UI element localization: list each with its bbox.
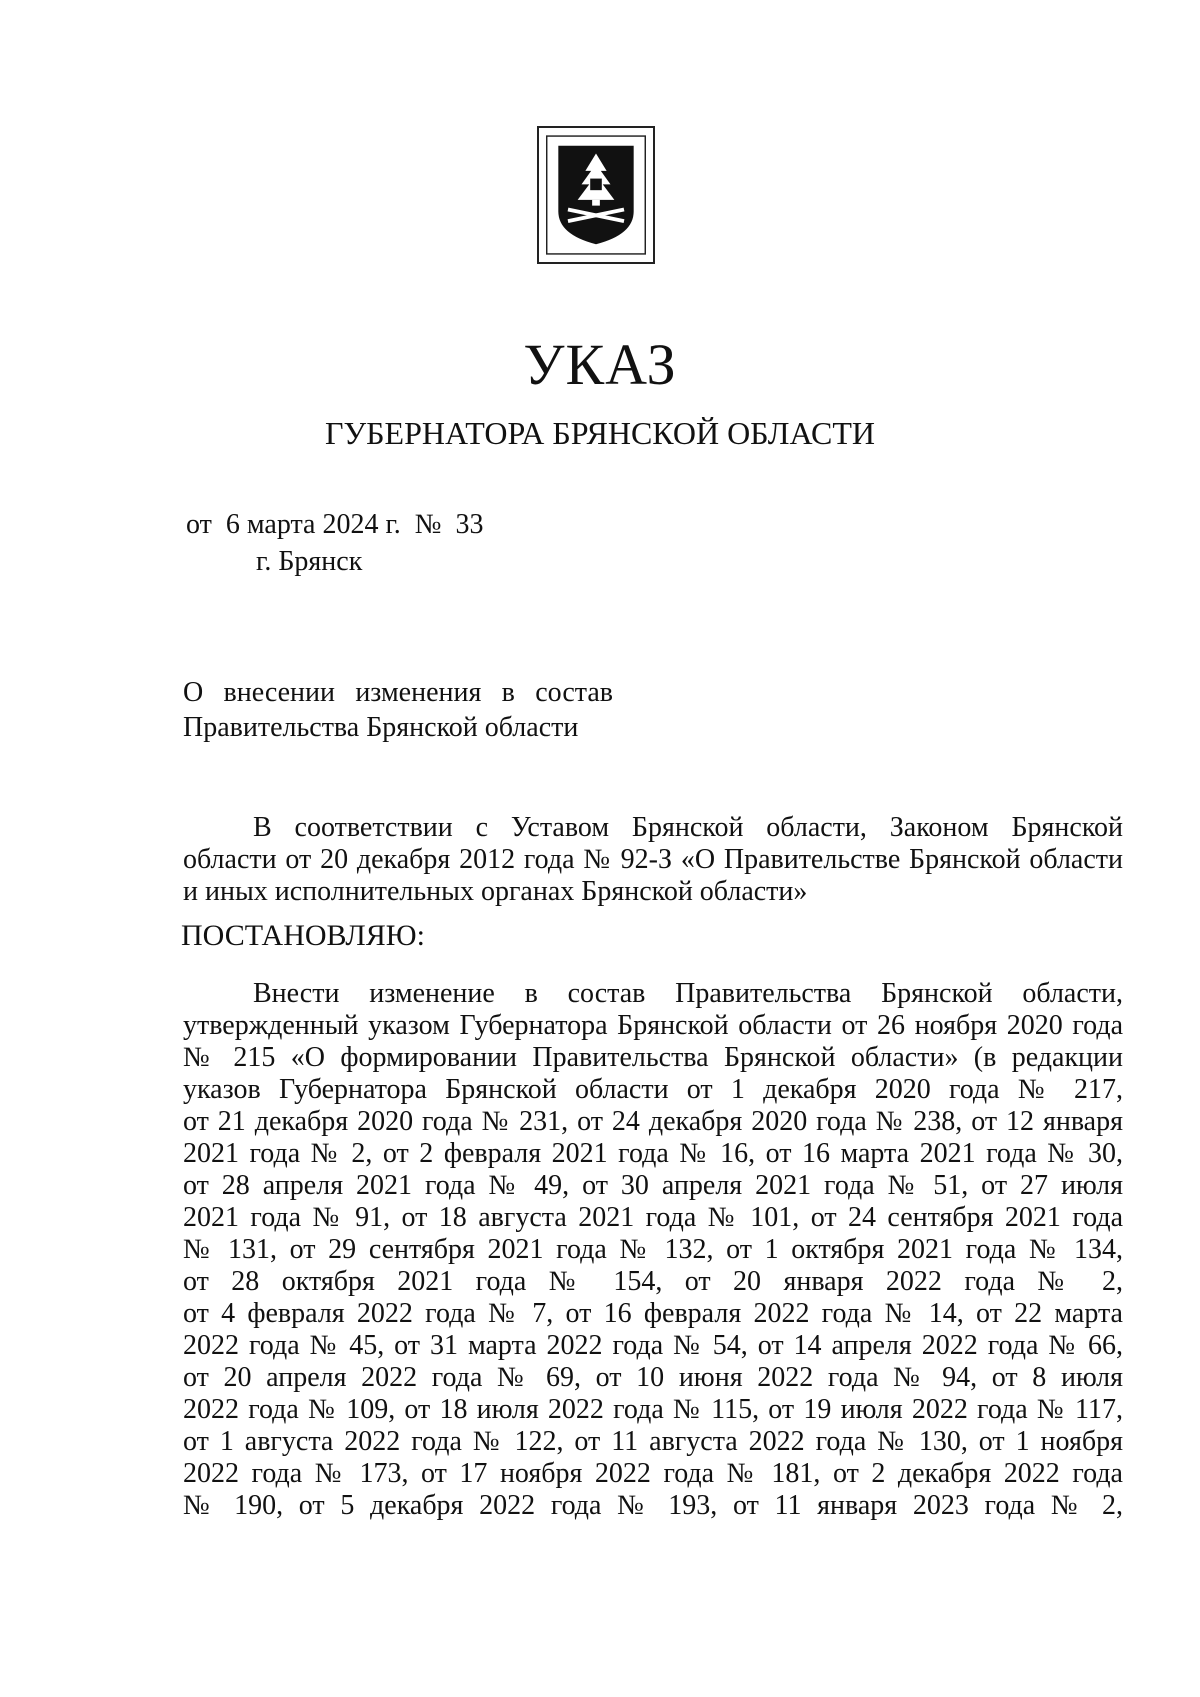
preamble-line: и иных исполнительных органах Брянской области» [183,876,808,907]
body-line: 2022 года № 45, от 31 марта 2022 года № 54, от 14 апреля 2022 года № 66, [183,1330,1123,1361]
preamble-line: области от 20 декабря 2012 года № 92-З «О Правительстве Брянской области [183,844,1123,875]
topic-line: Правительства Брянской области [183,712,579,743]
body-line: Внести изменение в состав Правительства Брянской области, [253,978,1123,1009]
body-line: 2021 года № 2, от 2 февраля 2021 года № 16, от 16 марта 2021 года № 30, [183,1138,1123,1169]
decree-city: г. Брянск [256,546,363,577]
resolution-keyword: ПОСТАНОВЛЯЮ: [181,919,425,952]
body-line: указов Губернатора Брянской области от 1 декабря 2020 года № 217, [183,1074,1123,1105]
body-line: от 28 апреля 2021 года № 49, от 30 апреля 2021 года № 51, от 27 июля [183,1170,1123,1201]
body-line: № 131, от 29 сентября 2021 года № 132, от 1 октября 2021 года № 134, [183,1234,1123,1265]
body-line: от 1 августа 2022 года № 122, от 11 августа 2022 года № 130, от 1 ноября [183,1426,1123,1457]
decree-topic [183,675,613,745]
preamble-paragraph [183,812,1123,908]
body-line: 2022 года № 109, от 18 июля 2022 года № 115, от 19 июля 2022 года № 117, [183,1394,1123,1425]
topic-line: О внесении изменения в состав [183,677,613,708]
body-line: от 28 октября 2021 года № 154, от 20 января 2022 года № 2, [183,1266,1123,1297]
document-title: УКАЗ [523,332,677,397]
main-paragraph [183,978,1123,1522]
body-line: от 21 декабря 2020 года № 231, от 24 декабря 2020 года № 238, от 12 января [183,1106,1123,1137]
preamble-line: В соответствии с Уставом Брянской области, Законом Брянской [253,812,1123,843]
coat-of-arms-icon [537,126,655,264]
document-subtitle: ГУБЕРНАТОРА БРЯНСКОЙ ОБЛАСТИ [325,415,875,451]
body-line: 2021 года № 91, от 18 августа 2021 года № 101, от 24 сентября 2021 года [183,1202,1123,1233]
body-line: 2022 года № 173, от 17 ноября 2022 года № 181, от 2 декабря 2022 года [183,1458,1123,1489]
body-line: № 190, от 5 декабря 2022 года № 193, от 11 января 2023 года № 2, [183,1490,1123,1521]
body-line: от 4 февраля 2022 года № 7, от 16 февраля 2022 года № 14, от 22 марта [183,1298,1123,1329]
body-line: утвержденный указом Губернатора Брянской области от 26 ноября 2020 года [183,1010,1123,1041]
body-line: от 20 апреля 2022 года № 69, от 10 июня 2022 года № 94, от 8 июля [183,1362,1123,1393]
body-line: № 215 «О формировании Правительства Брянской области» (в редакции [183,1042,1123,1073]
decree-date-number: от 6 марта 2024 г. № 33 [186,509,484,540]
